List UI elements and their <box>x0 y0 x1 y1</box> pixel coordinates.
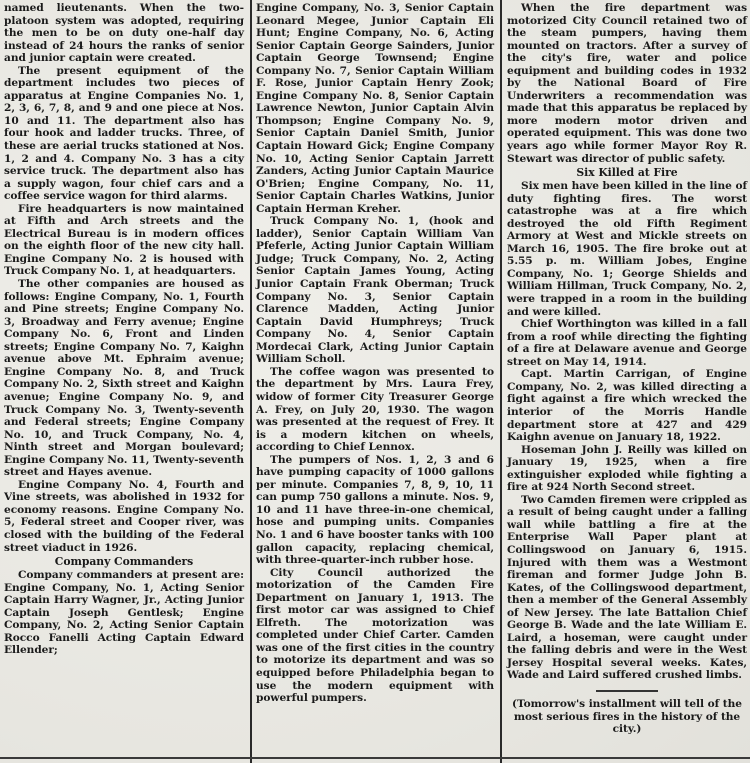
article-column-3 <box>507 2 747 736</box>
article-paragraph: When the fire department was motorized City Council retained two of the steam pumpers, having them mounted on tractors. After a survey of the city's fire, water and police equipment and building codes in 1932 by the National Board of Fire Underwriters a recommendation was made that this apparatus be replaced by more modern motor driven and operated equipment. This was done two years ago while former Mayor Roy R. Stewart was director of public safety. <box>507 2 747 165</box>
section-divider <box>596 690 658 692</box>
article-paragraph: Engine Company No. 4, Fourth and Vine streets, was abolished in 1932 for economy reasons. Engine Company No. 5, Federal street and Cooper river, was closed with the building of the Federal street viaduct in 1926. <box>4 478 244 554</box>
article-column-1 <box>4 2 244 657</box>
article-paragraph: The present equipment of the department includes two pieces of apparatus at Engine Companies No. 1, 2, 3, 6, 7, 8, and 9 and one piece at Nos. 10 and 11. The department also has four hook and ladder trucks. Three, of these are aerial trucks stationed at Nos. 1, 2 and 4. Company No. 3 has a city service truck. The department also has a supply wagon, four chief cars and a coffee service wagon for third alarms. <box>4 64 244 203</box>
article-paragraph: Six men have been killed in the line of duty fighting fires. The worst catastrophe was at a fire which destroyed the old Fifth Regiment Armory at West and Mickle streets on March 16, 1905. The fire broke out at 5.55 p. m. William Jobes, Engine Company, No. 1; George Shields and William Hillman, Truck Company, No. 2, were trapped in a room in the building and were killed. <box>507 180 747 318</box>
article-paragraph: City Council authorized the motorization of the Camden Fire Department on January 1, 1913. The first motor car was assigned to Chief Elfreth. The motorization was completed under Chief Carter. Camden was one of the first cities in the country to motorize its department and was so equipped before Philadelphia began to use the modern equipment with powerful pumpers. <box>256 566 494 705</box>
article-paragraph: The coffee wagon was presented to the department by Mrs. Laura Frey, widow of former City Treasurer George A. Frey, on July 20, 1930. The wagon was presented at the request of Frey. It is a modern kitchen on wheels, according to Chief Lennox. <box>256 365 494 454</box>
bottom-rule <box>0 757 750 759</box>
column-rule <box>250 0 252 763</box>
article-paragraph: Two Camden firemen were crippled as a result of being caught under a falling wall while battling a fire at the Enterprise Wall Paper plant at Collingswood on January 6, 1915. Injured with them was a Westmont fireman and former Judge John B. Kates, of the Collingswood department, then a member of the General Assembly of New Jersey. The late Battalion Chief George B. Wade and the late William E. Laird, a hoseman, were caught under the falling debris and were in the West Jersey Hospital several weeks. Kates, Wade and Laird suffered crushed limbs. <box>507 493 747 682</box>
article-paragraph: Hoseman John J. Reilly was killed on January 19, 1925, when a fire extinguisher exploded while fighting a fire at 924 North Second street. <box>507 443 747 494</box>
section-heading: Six Killed at Fire <box>576 166 678 180</box>
article-paragraph: Chief Worthington was killed in a fall from a roof while directing the fighting of a fire at Delaware avenue and George street on May 14, 1914. <box>507 318 747 368</box>
article-column-2 <box>256 2 494 705</box>
continuation-note: (Tomorrow's installment will tell of the most serious fires in the history of the city.) <box>512 697 742 736</box>
article-paragraph: The pumpers of Nos. 1, 2, 3 and 6 have pumping capacity of 1000 gallons per minute. Companies 7, 8, 9, 10, 11 can pump 750 gallons a minute. Nos. 9, 10 and 11 have three-in-one chemical, hose and pumping units. Companies No. 1 and 6 have booster tanks with 100 gallon capacity, replacing chemical, with three-quarter-inch rubber hose. <box>256 453 494 567</box>
article-paragraph: Fire headquarters is now maintained at Fifth and Arch streets and the Electrical Bureau is in modern offices on the eighth floor of the new city hall. Engine Company No. 2 is housed with Truck Company No. 1, at headquarters. <box>4 202 244 278</box>
article-paragraph: Engine Company, No. 3, Senior Captain Leonard Megee, Junior Captain Eli Hunt; Engine Company, No. 6, Acting Senior Captain George Sainders, Junior Captain George Townsend; Engine Company No. 7, Senior Captain William F. Rose, Junior Captain Henry Zook; Engine Company No. 8, Senior Captain Lawrence Newton, Junior Captain Alvin Thompson; Engine Company No. 9, Senior Captain Daniel Smith, Junior Captain Howard Gick; Engine Company No. 10, Acting Senior Captain Jarrett Zanders, Acting Junior Captain Maurice O'Brien; Engine Company, No. 11, Senior Captain Charles Watkins, Junior Captain Herman Kreher. <box>256 2 494 215</box>
article-paragraph: The other companies are housed as follows: Engine Company, No. 1, Fourth and Pine streets; Engine Company No. 3, Broadway and Ferry avenue; Engine Company No. 6, Front and Linden streets; Engine Company No. 7, Kaighn avenue above Mt. Ephraim avenue; Engine Company No. 8, and Truck Company No. 2, Sixth street and Kaighn avenue; Engine Company No. 9, and Truck Company No. 3, Twenty-seventh and Federal streets; Engine Company No. 10, and Truck Company, No. 4, Ninth street and Morgan boulevard; Engine Company No. 11, Twenty-seventh street and Hayes avenue. <box>4 278 244 479</box>
column-rule <box>500 0 502 763</box>
section-heading: Company Commanders <box>54 555 194 569</box>
article-paragraph: Truck Company No. 1, (hook and ladder), Senior Captain William Van Pfeferle, Acting Junior Captain William Judge; Truck Company, No. 2, Acting Senior Captain James Young, Acting Junior Captain Frank Oberman; Truck Company No. 3, Senior Captain Clarence Madden, Acting Junior Captain David Humphreys; Truck Company No. 4, Senior Captain Mordecai Clark, Acting Junior Captain William Scholl. <box>256 215 494 366</box>
article-paragraph: named lieutenants. When the two-platoon system was adopted, requiring the men to be on duty one-half day instead of 24 hours the ranks of senior and junior captain were created. <box>4 2 244 65</box>
article-paragraph: Capt. Martin Carrigan, of Engine Company, No. 2, was killed directing a fight against a fire which wrecked the interior of the Morris Handle department store at 427 and 429 Kaighn avenue on January 18, 1922. <box>507 368 747 444</box>
article-paragraph: Company commanders at present are: Engine Company, No. 1, Acting Senior Captain Harry Wagner, Jr., Acting Junior Captain Joseph Gentlesk; Engine Company, No. 2, Acting Senior Captain Rocco Fanelli Acting Captain Edward Ellender; <box>4 569 244 657</box>
